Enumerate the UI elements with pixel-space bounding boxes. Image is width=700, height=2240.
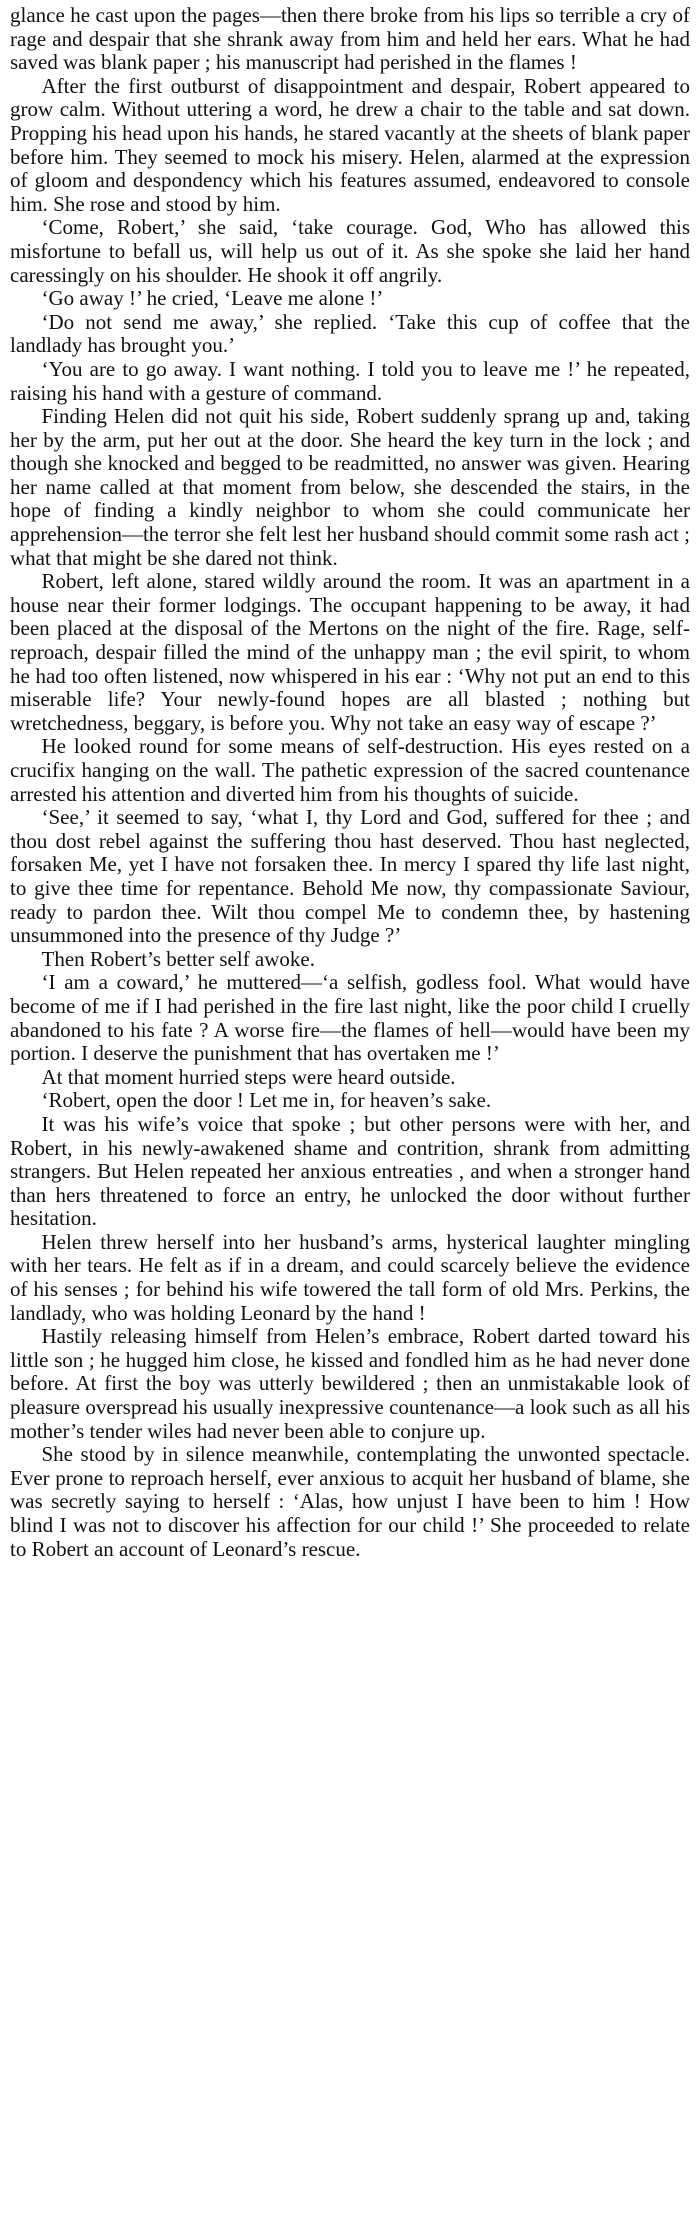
paragraph: ‘I am a coward,’ he muttered—‘a selfish, godless fool. What would have become of me if I had perished in the fire last night, like the poor child I cruelly abandoned to his fate ? A worse fire—the flames of hell—would have been my portion. I deserve the punishment that has overtaken me !’ <box>10 970 690 1066</box>
paragraph: After the first outburst of disappointment and despair, Robert appeared to grow calm. Without uttering a word, he drew a chair to the table and sat down. Propping his head upon his hands, he stared vacantly at the sheets of blank paper before him. They seemed to mock his misery. Helen, alarmed at the expression of gloom and despondency which his features assumed, endeavored to console him. She rose and stood by him. <box>10 73 690 216</box>
paragraph: Robert, left alone, stared wildly around the room. It was an apartment in a house near their former lodgings. The occupant happening to be away, it had been placed at the disposal of the Mertons on the night of the fire. Rage, self-reproach, despair filled the mind of the unhappy man ; the evil spirit, to whom he had too often listened, now whispered in his ear : ‘Why not put an end to this miserable life? Your newly-found hopes are all blasted ; nothing but wretchedness, beggary, is before you. Why not take an easy way of escape ?’ <box>10 569 690 735</box>
paragraph: He looked round for some means of self-destruction. His eyes rested on a crucifix hanging on the wall. The pathetic expression of the sacred countenance arrested his attention and diverted him from his thoughts of suicide. <box>10 734 690 806</box>
paragraph: It was his wife’s voice that spoke ; but other persons were with her, and Robert, in his newly-awakened shame and contrition, shrank from admitting strangers. But Helen repeated her anxious entreaties , and when a stronger hand than hers threatened to force an entry, he unlocked the door without further hesitation. <box>10 1111 690 1231</box>
paragraph: ‘Come, Robert,’ she said, ‘take courage. God, Who has allowed this misfortune to befall us, will help us out of it. As she spoke she laid her hand caressingly on his shoulder. He shook it off angrily. <box>10 215 690 287</box>
paragraph: ‘Robert, open the door ! Let me in, for heaven’s sake. <box>41 1088 492 1113</box>
paragraph: ‘You are to go away. I want nothing. I told you to leave me !’ he repeated, raising his hand with a gesture of command. <box>10 356 690 405</box>
paragraph: ‘Go away !’ he cried, ‘Leave me alone !’ <box>41 286 384 311</box>
paragraph-continued: glance he cast upon the pages—then there broke from his lips so terrible a cry of rage and despair that she shrank away from him and held her ears. What he had saved was blank paper ; his manuscript had perished in the flames ! <box>10 3 690 75</box>
paragraph: Then Robert’s better self awoke. <box>41 946 315 971</box>
paragraph: At that moment hurried steps were heard outside. <box>41 1064 456 1089</box>
paragraph: ‘See,’ it seemed to say, ‘what I, thy Lord and God, suffered for thee ; and thou dost rebel against the suffering thou hast deserved. Thou hast neglected, forsaken Me, yet I have not forsaken thee. In mercy I spared thy life last night, to give thee time for repentance. Behold Me now, thy compassionate Saviour, ready to pardon thee. Wilt thou compel Me to condemn thee, by hastening unsummoned into the presence of thy Judge ?’ <box>10 805 690 948</box>
paragraph: Finding Helen did not quit his side, Robert suddenly sprang up and, taking her by the arm, put her out at the door. She heard the key turn in the lock ; and though she knocked and begged to be readmitted, no answer was given. Hearing her name called at that moment from below, she descended the stairs, in the hope of finding a kindly neighbor to whom she could communicate her apprehension—the terror she felt lest her husband should commit some rash act ; what that might be she dared not think. <box>10 404 690 570</box>
paragraph: Helen threw herself into her husband’s arms, hysterical laughter mingling with her tears. He felt as if in a dream, and could scarcely believe the evidence of his senses ; for behind his wife towered the tall form of old Mrs. Perkins, the landlady, who was holding Leonard by the hand ! <box>10 1229 690 1325</box>
paragraph: ‘Do not send me away,’ she replied. ‘Take this cup of coffee that the landlady has brought you.’ <box>10 309 690 358</box>
paragraph: She stood by in silence meanwhile, contemplating the unwonted spectacle. Ever prone to reproach herself, ever anxious to acquit her husband of blame, she was secretly saying to herself : ‘Alas, how unjust I have been to him ! How blind I was not to discover his affection for our child !’ She proceeded to relate to Robert an account of Leonard’s rescue. <box>10 1442 690 1561</box>
paragraph: Hastily releasing himself from Helen’s embrace, Robert darted toward his little son ; he hugged him close, he kissed and fondled him as he had never done before. At first the boy was utterly bewildered ; then an unmistakable look of pleasure overspread his usually inexpressive countenance—a look such as all his mother’s tender wiles had never been able to conjure up. <box>10 1324 690 1443</box>
